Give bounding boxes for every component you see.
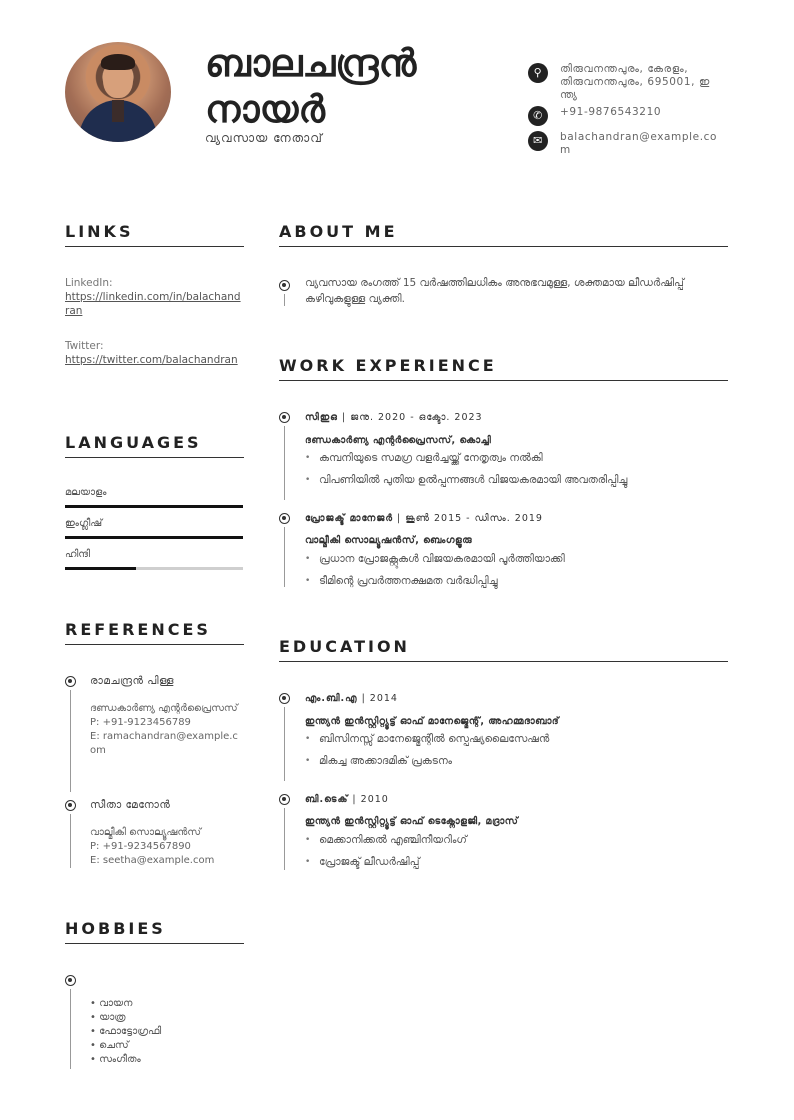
education-header: എം.ബി.എ | 2014 (305, 693, 398, 704)
job-dates: ജനു. 2020 - ഒക്ടോ. 2023 (350, 412, 483, 423)
job-org: ദണ്ഡകാർണ്യ എന്റർപ്രൈസസ്, കൊച്ചി (305, 435, 492, 446)
twitter-link[interactable]: https://twitter.com/balachandran (65, 354, 238, 366)
reference-phone: P: +91-9123456789 (90, 717, 191, 728)
list-item: • പ്രധാന പ്രോജക്റ്റുകൾ വിജയകരമായി പൂർത്തിയാക്കി (305, 552, 725, 566)
section-links-heading: LINKS (65, 222, 244, 247)
timeline-dot-icon (65, 800, 76, 811)
timeline-dot-icon (65, 975, 76, 986)
section-languages-heading: LANGUAGES (65, 433, 244, 458)
reference-email: E: ramachandran@example.com (90, 731, 238, 756)
address-text: തിരുവനന്തപുരം, കേരളം, തിരുവനന്തപുരം, 695001, ഇന്ത്യ (560, 63, 710, 101)
list-item: • മികച്ച അക്കാദമിക് പ്രകടനം (305, 754, 725, 768)
reference-email: E: seetha@example.com (90, 855, 215, 866)
timeline-line (284, 294, 285, 306)
avatar (65, 42, 171, 142)
envelope-icon: ✉ (528, 131, 548, 151)
list-item: • മെക്കാനിക്കൽ എഞ്ചിനീയറിംഗ് (305, 833, 725, 847)
section-about-heading: ABOUT ME (279, 222, 728, 247)
section-education-heading: EDUCATION (279, 637, 728, 662)
section-work-heading: WORK EXPERIENCE (279, 356, 728, 381)
language-name: മലയാളം (65, 487, 107, 498)
timeline-dot-icon (279, 794, 290, 805)
name-line-2: നായർ (205, 87, 325, 131)
link-label: LinkedIn: (65, 277, 113, 289)
list-item: • യാത്ര (90, 1012, 126, 1023)
reference-org: ദണ്ഡകാർണ്യ എന്റർപ്രൈസസ് (90, 703, 238, 714)
degree: എം.ബി.എ (305, 693, 358, 704)
list-item: • ടീമിന്റെ പ്രവർത്തനക്ഷമത വർദ്ധിപ്പിച്ചു (305, 574, 725, 588)
language-name: ഇംഗ്ലീഷ് (65, 518, 103, 529)
timeline-line (70, 690, 71, 792)
list-item: • പ്രോജക്ട് ലീഡർഷിപ്പ് (305, 855, 725, 869)
language-level-bar (65, 505, 243, 508)
job-title: സിഇഒ (305, 412, 338, 423)
section-hobbies-heading: HOBBIES (65, 919, 244, 944)
timeline-line (284, 707, 285, 781)
list-item: • ഫോട്ടോഗ്രഫി (90, 1026, 162, 1037)
timeline-dot-icon (279, 280, 290, 291)
job-points (305, 552, 725, 596)
linkedin-link[interactable]: https://linkedin.com/in/balachandran (65, 291, 241, 317)
education-year: 2010 (360, 794, 389, 805)
timeline-dot-icon (279, 513, 290, 524)
timeline-line (70, 989, 71, 1069)
list-item: • കമ്പനിയുടെ സമഗ്ര വളർച്ചയ്ക്ക് നേതൃത്വം നൽകി (305, 451, 725, 465)
location-pin-icon: ⚲ (528, 63, 548, 83)
timeline-line (284, 426, 285, 500)
education-header: ബി.ടെക് | 2010 (305, 794, 389, 805)
link-linkedin (65, 276, 243, 318)
list-item: • വിപണിയിൽ പുതിയ ഉൽപ്പന്നങ്ങൾ വിജയകരമായി അവതരിപ്പിച്ചു (305, 473, 725, 487)
job-header: സിഇഒ | ജനു. 2020 - ഒക്ടോ. 2023 (305, 412, 483, 423)
job-dates: ജൂൺ 2015 - ഡിസം. 2019 (405, 513, 543, 524)
job-org: വാല്മീകി സൊല്യൂഷൻസ്, ബെംഗളൂരു (305, 535, 473, 546)
phone-text: +91-9876543210 (560, 106, 662, 118)
about-text: വ്യവസായ രംഗത്ത് 15 വർഷത്തിലധികം അനുഭവമുള്ള, ശക്തമായ ലീഡർഷിപ്പ് കഴിവുകളുള്ള വ്യക്തി. (305, 277, 684, 305)
timeline-dot-icon (279, 693, 290, 704)
name-line-1: ബാലചന്ദ്രൻ (205, 41, 417, 85)
education-org: ഇന്ത്യൻ ഇൻസ്റ്റിറ്റ്യൂട്ട് ഓഫ് മാനേജ്മെന്റ്, അഹമ്മദാബാദ് (305, 716, 560, 727)
language-level-bar (65, 536, 243, 539)
education-org: ഇന്ത്യൻ ഇൻസ്റ്റിറ്റ്യൂട്ട് ഓഫ് ടെക്നോളജി, മദ്രാസ് (305, 816, 519, 827)
job-header: പ്രോജക്ട് മാനേജർ | ജൂൺ 2015 - ഡിസം. 2019 (305, 513, 543, 524)
page-title (205, 40, 505, 132)
section-references-heading: REFERENCES (65, 620, 244, 645)
list-item: • ചെസ് (90, 1040, 129, 1051)
list-item: • ബിസിനസ്സ് മാനേജ്മെന്റിൽ സ്പെഷ്യലൈസേഷൻ (305, 732, 725, 746)
timeline-dot-icon (279, 412, 290, 423)
hobbies-list (90, 997, 161, 1067)
timeline-line (70, 814, 71, 868)
list-item: • വായന (90, 998, 133, 1009)
link-twitter (65, 339, 243, 367)
job-title: പ്രോജക്ട് മാനേജർ (305, 513, 393, 524)
education-points (305, 833, 725, 877)
education-points (305, 732, 725, 776)
reference-name: രാമചന്ദ്രൻ പിള്ള (90, 675, 174, 687)
reference-details (90, 702, 244, 758)
timeline-line (284, 527, 285, 587)
reference-org: വാല്മീകി സൊല്യൂഷൻസ് (90, 827, 202, 838)
email-text[interactable]: balachandran@example.com (560, 131, 718, 156)
language-name: ഹിന്ദി (65, 549, 91, 560)
job-points (305, 451, 725, 495)
education-year: 2014 (369, 693, 398, 704)
language-level-bar (65, 567, 243, 570)
reference-phone: P: +91-9234567890 (90, 841, 191, 852)
job-role: വ്യവസായ നേതാവ് (205, 131, 323, 145)
phone-icon: ✆ (528, 106, 548, 126)
timeline-line (284, 808, 285, 870)
timeline-dot-icon (65, 676, 76, 687)
degree: ബി.ടെക് (305, 794, 349, 805)
reference-details (90, 826, 244, 868)
reference-name: സീതാ മേനോൻ (90, 799, 171, 811)
link-label: Twitter: (65, 340, 104, 352)
list-item: • സംഗീതം (90, 1054, 141, 1065)
